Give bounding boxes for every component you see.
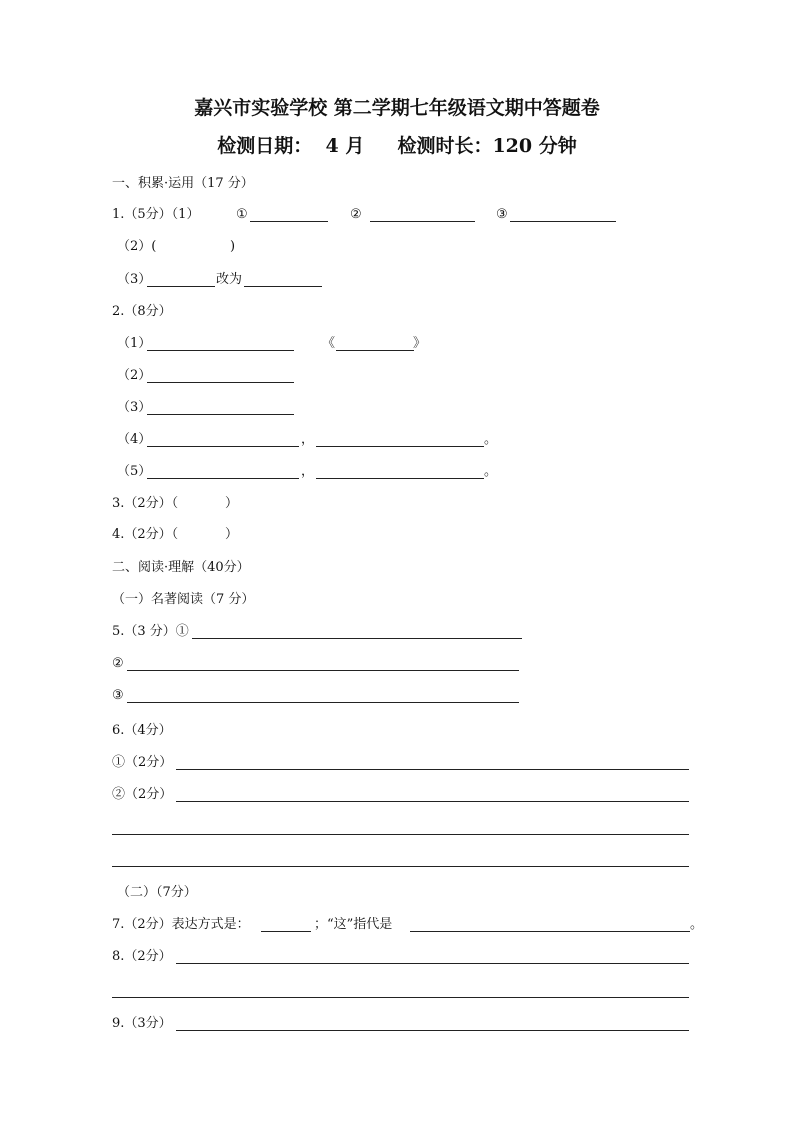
q8-blank-2[interactable] xyxy=(112,997,689,998)
question-1 xyxy=(112,204,632,226)
q2-book-blank[interactable] xyxy=(336,350,414,351)
question-1-part-3: （3） 改为 xyxy=(117,269,417,291)
question-1-part-2: （2）( ) xyxy=(117,239,236,254)
question-2-part-1: （1） 《 》 xyxy=(117,336,427,351)
q6-blank-4[interactable] xyxy=(112,866,689,867)
q2-p3-blank[interactable] xyxy=(147,414,294,415)
q2-p4-blank-1[interactable] xyxy=(147,446,299,447)
question-5-item-2: ② xyxy=(112,653,532,675)
q1-label: 1.（5分）（1） xyxy=(112,207,200,222)
question-9: 9.（3分） xyxy=(112,1013,692,1035)
page-title: 嘉兴市实验学校 第二学期七年级语文期中答题卷 xyxy=(194,97,600,119)
duration-value: 120 分钟 xyxy=(492,135,577,157)
q1-blank-3[interactable] xyxy=(510,221,616,222)
q2-p2-blank[interactable] xyxy=(147,382,294,383)
q1-circle-2: ② xyxy=(350,207,362,222)
date-value: 4 月 xyxy=(325,135,365,157)
question-2-part-4: （4） ， 。 xyxy=(117,432,498,447)
q5-blank-1[interactable] xyxy=(192,638,522,639)
question-5: 5.（3 分）① xyxy=(112,621,532,643)
q7-blank-2[interactable] xyxy=(410,931,690,932)
q1-circle-3: ③ xyxy=(496,207,508,222)
q2-p1-blank[interactable] xyxy=(147,350,294,351)
question-6-sub-2: ②（2分） xyxy=(112,784,692,806)
q1-blank-1[interactable] xyxy=(250,221,328,222)
q1-part3-blank-1[interactable] xyxy=(147,286,215,287)
q9-blank-1[interactable] xyxy=(176,1030,689,1031)
question-8: 8.（2分） xyxy=(112,946,692,968)
date-label: 检测日期： xyxy=(217,135,313,157)
q2-p5-blank-1[interactable] xyxy=(147,478,299,479)
question-2-part-3: （3） xyxy=(117,397,417,419)
question-5-item-3: ③ xyxy=(112,685,532,707)
q2-p4-blank-2[interactable] xyxy=(316,446,484,447)
q7-blank-1[interactable] xyxy=(261,931,311,932)
exam-info xyxy=(0,131,794,158)
question-7: 7.（2分）表达方式是： ；“这”指代是 。 xyxy=(112,917,704,932)
q5-blank-2[interactable] xyxy=(127,670,519,671)
q1-part3-blank-2[interactable] xyxy=(244,286,322,287)
q6-blank-1[interactable] xyxy=(176,769,689,770)
question-4: 4.（2分）（ ） xyxy=(112,527,239,542)
q6-blank-2[interactable] xyxy=(176,801,689,802)
question-6-sub-1: ①（2分） xyxy=(112,752,692,774)
q2-p5-blank-2[interactable] xyxy=(316,478,484,479)
question-2-part-5: （5） ， 。 xyxy=(117,464,498,479)
duration-label: 检测时长： xyxy=(397,135,493,157)
question-2-part-2: （2） xyxy=(117,365,417,387)
question-3: 3.（2分）（ ） xyxy=(112,496,239,511)
q1-circle-1: ① xyxy=(236,207,248,222)
q5-blank-3[interactable] xyxy=(127,702,519,703)
q8-blank-1[interactable] xyxy=(176,963,689,964)
q6-blank-3[interactable] xyxy=(112,834,689,835)
q1-blank-2[interactable] xyxy=(370,221,475,222)
